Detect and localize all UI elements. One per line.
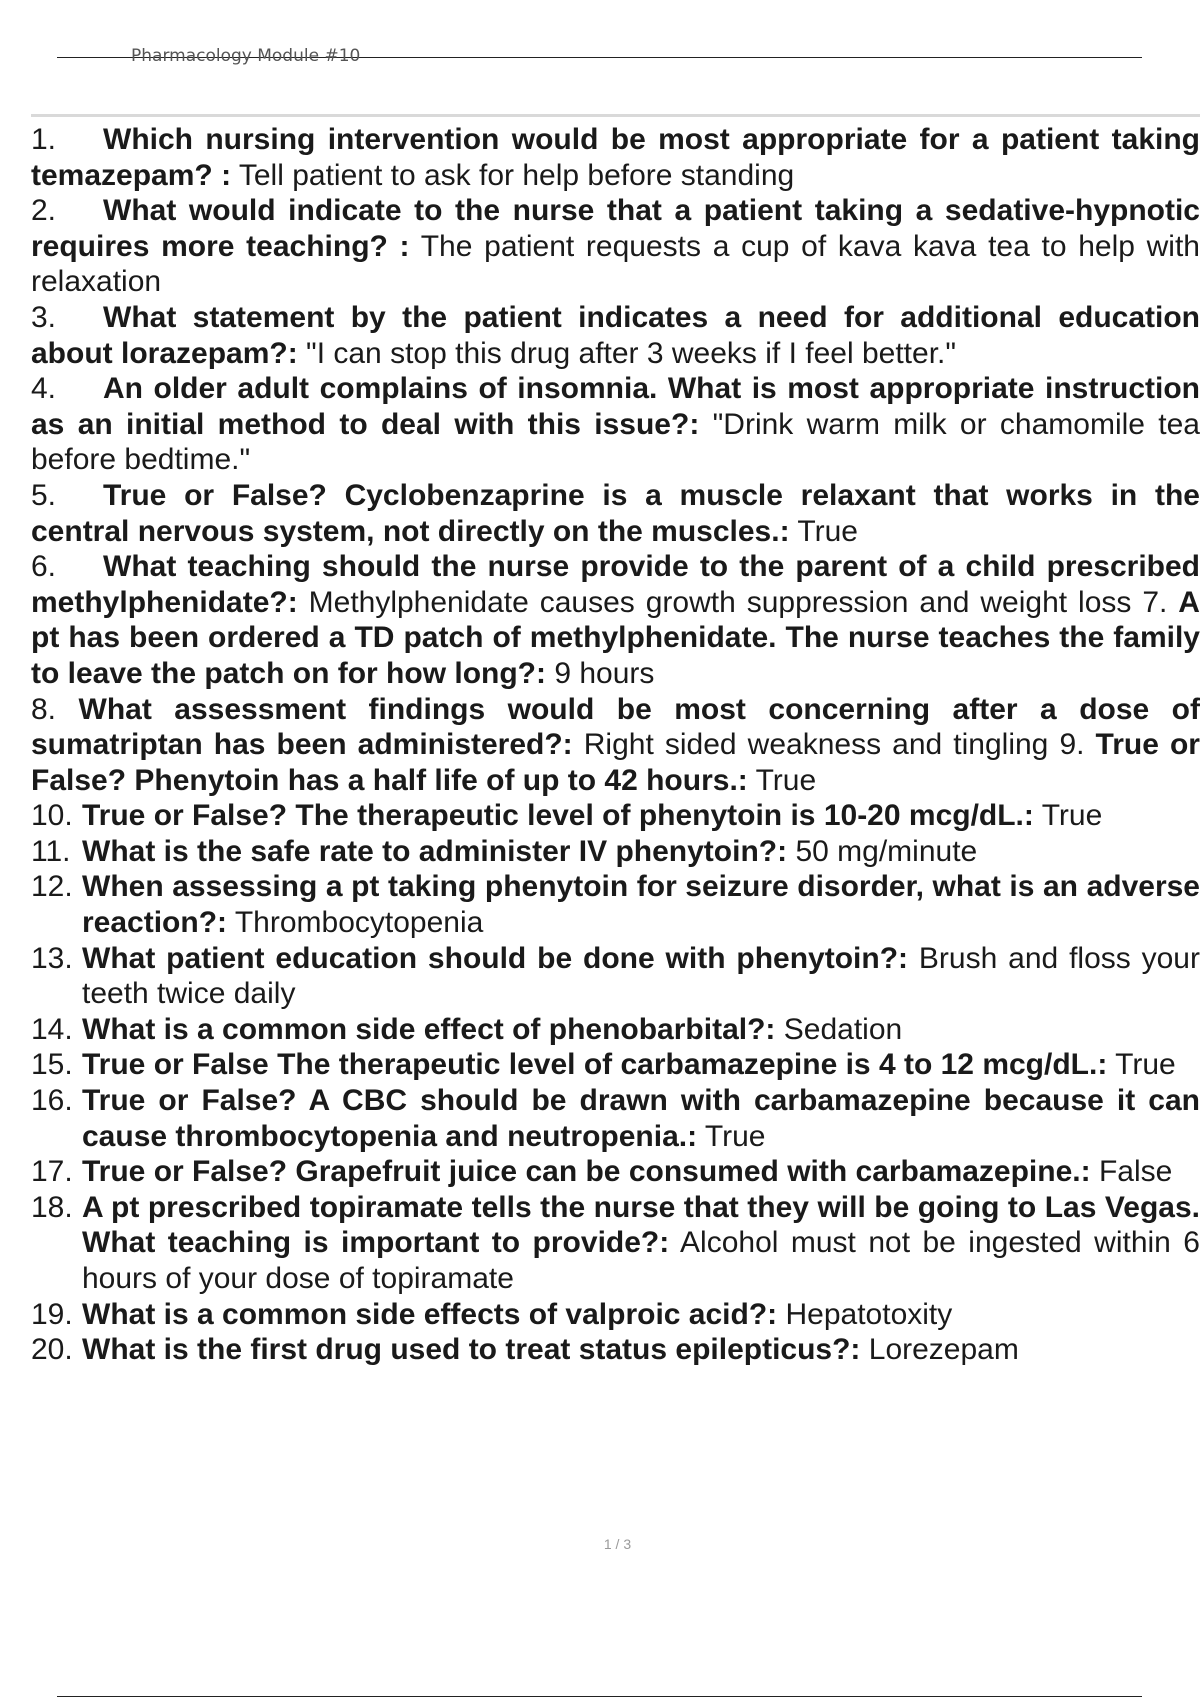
question-item-2 <box>31 193 1200 300</box>
question-text: A pt has been ordered a TD patch of methylphenidate. The nurse teaches the family to leave the patch on for how long?: <box>31 585 1200 690</box>
question-number: 16. <box>31 1084 73 1118</box>
question-number: 9. <box>1059 728 1085 762</box>
answer-text: The patient requests a cup of kava kava tea to help with relaxation <box>31 229 1200 299</box>
answer-text: Brush and floss your teeth twice daily <box>82 941 1200 1011</box>
question-number: 4. <box>31 372 57 406</box>
question-text: True or False The therapeutic level of carbamazepine is 4 to 12 mcg/dL.: <box>82 1048 1108 1082</box>
answer-text: "Drink warm milk or chamomile tea before bedtime." <box>31 407 1200 477</box>
question-text: What would indicate to the nurse that a patient taking a sedative-hypnotic requires more teaching? : <box>31 194 1200 263</box>
question-text: What statement by the patient indicates a need for additional education about lorazepam?: <box>31 300 1200 370</box>
question-text: A pt prescribed topiramate tells the nurse that they will be going to Las Vegas. What teaching is important to provide?: <box>82 1190 1200 1260</box>
answer-text: "I can stop this drug after 3 weeks if I feel better." <box>306 336 957 370</box>
question-text: True or False? Phenytoin has a half life of up to 42 hours.: <box>31 728 1200 797</box>
question-item-8-9 <box>31 692 1200 799</box>
question-number: 15. <box>31 1048 73 1082</box>
question-item-1 <box>31 122 1200 193</box>
answer-text: Right sided weakness and tingling <box>583 728 1049 762</box>
question-item-10 <box>31 798 1200 834</box>
question-text: An older adult complains of insomnia. What is most appropriate instruction as an initial method to deal with this issue?: <box>31 372 1200 441</box>
question-text: What assessment findings would be most concerning after a dose of sumatriptan has been administered?: <box>31 692 1200 762</box>
answer-text: 9 hours <box>554 656 655 690</box>
question-number: 1. <box>31 123 57 156</box>
question-item-3 <box>31 300 1200 371</box>
question-text: What patient education should be done with phenytoin?: <box>82 941 909 975</box>
page-number: 1 / 3 <box>603 1536 632 1552</box>
question-number: 12. <box>31 870 73 904</box>
question-item-18 <box>31 1190 1200 1297</box>
answer-text: Lorezepam <box>868 1333 1019 1367</box>
question-text: True or False? Cyclobenzaprine is a muscle relaxant that works in the central nervous system, not directly on the muscles.: <box>31 478 1200 548</box>
question-number: 8. <box>31 692 57 726</box>
question-list <box>31 122 1200 1462</box>
answer-text: True <box>797 514 858 548</box>
question-number: 3. <box>31 300 57 334</box>
question-item-15 <box>31 1047 1200 1083</box>
answer-text: Alcohol must not be ingested within 6 hours of your dose of topiramate <box>82 1226 1200 1295</box>
answer-text: True <box>755 763 817 797</box>
answer-text: 50 mg/minute <box>795 834 978 868</box>
question-item-12 <box>31 869 1200 940</box>
question-item-4 <box>31 371 1200 478</box>
question-number: 20. <box>31 1333 73 1367</box>
question-text: True or False? A CBC should be drawn with carbamazepine because it can cause thrombocytopenia and neutropenia.: <box>82 1084 1200 1153</box>
question-item-13 <box>31 941 1200 1012</box>
question-number: 18. <box>31 1190 73 1224</box>
question-item-5 <box>31 478 1200 549</box>
question-item-19 <box>31 1297 1200 1333</box>
question-number: 11. <box>31 834 71 868</box>
question-number: 10. <box>31 799 73 833</box>
question-item-17 <box>31 1154 1200 1190</box>
question-text: What is the first drug used to treat status epilepticus?: <box>82 1333 861 1367</box>
question-number: 5. <box>31 478 57 512</box>
question-text: What is a common side effects of valproic acid?: <box>82 1297 778 1331</box>
answer-text: Sedation <box>783 1012 903 1046</box>
question-text: What teaching should the nurse provide to the parent of a child prescribed methylphenidate?: <box>31 550 1200 619</box>
question-item-20 <box>31 1332 1200 1368</box>
answer-text: Methylphenidate causes growth suppression and weight loss <box>308 585 1132 619</box>
question-number: 13. <box>31 941 73 975</box>
question-text: Which nursing intervention would be most appropriate for a patient taking temazepam? : <box>31 123 1200 192</box>
question-text: When assessing a pt taking phenytoin for seizure disorder, what is an adverse reaction?: <box>82 870 1200 940</box>
question-number: 14. <box>31 1012 73 1046</box>
answer-text: Thrombocytopenia <box>234 906 484 940</box>
answer-text: Tell patient to ask for help before standing <box>238 158 795 192</box>
question-text: What is the safe rate to administer IV phenytoin?: <box>82 834 788 868</box>
question-text: True or False? Grapefruit juice can be consumed with carbamazepine.: <box>82 1155 1091 1189</box>
footer-rule <box>57 1696 1142 1697</box>
question-item-16 <box>31 1083 1200 1154</box>
question-number: 7. <box>1142 585 1168 619</box>
question-item-6-7 <box>31 549 1200 691</box>
question-number: 17. <box>31 1155 73 1189</box>
question-text: What is a common side effect of phenobarbital?: <box>82 1012 776 1046</box>
answer-text: True <box>704 1119 766 1153</box>
question-item-14 <box>31 1012 1200 1048</box>
question-number: 19. <box>31 1297 73 1331</box>
header-divider <box>31 114 1200 117</box>
answer-text: False <box>1098 1155 1173 1189</box>
question-number: 2. <box>31 194 57 228</box>
question-text: True or False? The therapeutic level of phenytoin is 10-20 mcg/dL.: <box>82 799 1034 833</box>
answer-text: Hepatotoxity <box>785 1297 953 1331</box>
answer-text: True <box>1115 1048 1176 1082</box>
question-item-11 <box>31 834 1200 870</box>
page-header-title: Pharmacology Module #10 <box>131 46 361 66</box>
question-number: 6. <box>31 550 57 584</box>
answer-text: True <box>1041 799 1103 833</box>
